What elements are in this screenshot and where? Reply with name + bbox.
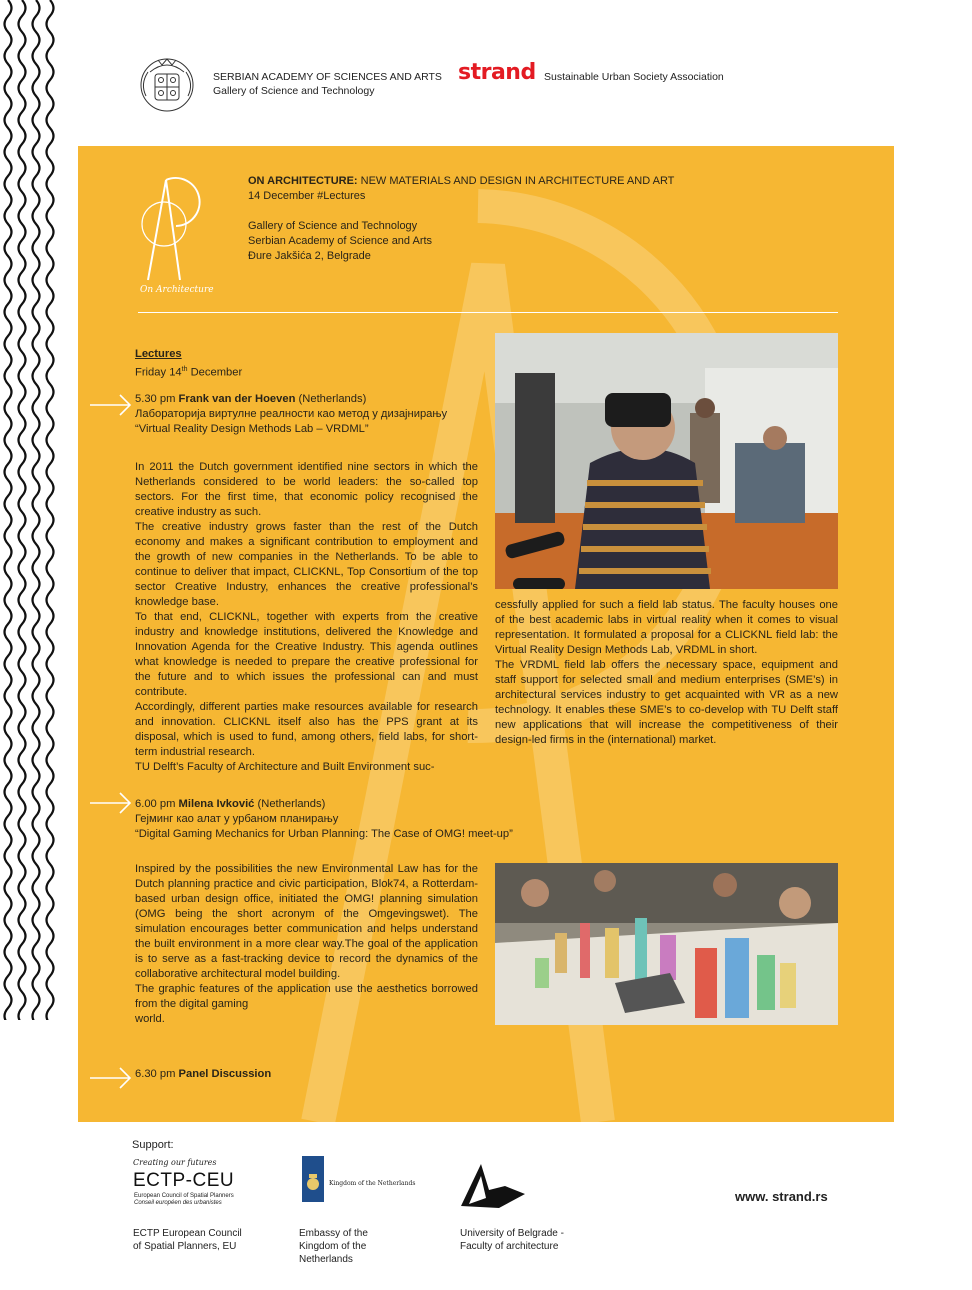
talk1-body-right: cessfully applied for such a field lab status. The faculty houses one of the best academic labs in virtual reality when it comes to visual representation. It formulated a proposal for a CLICKNL field lab: the Virtual Reality Design Methods Lab, VRDML in short. The VRDML field lab offers the necessary space, equipment and staff support for selected small and medium enterprises (SME’s) in architectural services industry to get acquainted with VR as a new technology. It enables these SME’s to co-develop with TU Delft staff new applications that will increase the competitiveness of their design-led firms in the (international) market. (495, 599, 838, 746)
lectures-heading-block (135, 347, 242, 381)
talk2-title-sr: Гејминг као алат у урбаном планирању (135, 813, 339, 825)
logo-caption: On Architecture (140, 285, 214, 295)
venue-line: Gallery of Science and Technology (248, 220, 418, 232)
event-title: ON ARCHITECTURE: NEW MATERIALS AND DESIGN IN ARCHITECTURE AND ART (248, 175, 675, 187)
strand-logo: strand (458, 60, 536, 85)
ub-caption: University of Belgrade - Faculty of architecture (460, 1228, 564, 1252)
netherlands-emblem-icon (302, 1156, 324, 1202)
talk2-header (135, 797, 835, 842)
event-date: 14 December #Lectures (248, 190, 366, 202)
academy-crest-icon (136, 52, 198, 114)
nl-caption: Embassy of the Kingdom of the Netherlands (299, 1228, 368, 1265)
nl-logo-text: Kingdom of the Netherlands (329, 1180, 416, 1187)
talk1-body-left: In 2011 the Dutch government identified nine sectors in which the Netherlands considered to be world leaders: the so-called top sectors. For the first time, that economic policy recognised the creative industry as such. The creative industry grows faster than the rest of the Dutch economy and makes a significant contribution to employment and the growth of new companies in the Netherlands. To be able to continue to deliver that impact, CLICKNL, Top Consortium of the top sector Creative Industry, enhances the creative professional’s knowledge base. To that end, CLICKNL, together with experts from the creative industry and knowledge institutions, delivered the Knowledge and Innovation Agenda for the Creative Industry. This agenda outlines what knowledge is needed to prepare the creative professional for the future and to which issues the professional can and must contribute. Accordingly, different parties make resources available for research and innovation. CLICKNL itself also has the PPS grant at its disposal, which is used to fund, among others, field labs, for short-term industrial research. TU Delft’s Faculty of Architecture and Built Environment suc- (135, 461, 478, 773)
website-link[interactable]: www. strand.rs (735, 1189, 828, 1204)
urban-game-photo-illustration (495, 863, 838, 1025)
talk3-line: 6.30 pm Panel Discussion (135, 1068, 272, 1080)
vr-lab-photo-illustration (495, 333, 838, 589)
divider (138, 312, 838, 313)
lectures-day: Friday 14th December (135, 366, 243, 379)
ectp-logo: ECTP-CEU (133, 1170, 235, 1191)
talk2-speaker-line: 6.00 pm Milena Ivković (Netherlands) (135, 798, 326, 810)
lectures-heading: Lectures (135, 348, 182, 360)
ectp-logo-sub: European Council of Spatial Planners Conseil européen des urbanistes (134, 1193, 234, 1206)
ectp-caption: ECTP European Council of Spatial Planners, EU (133, 1228, 242, 1252)
lion-crest-icon (302, 1156, 324, 1202)
venue-line: Đure Jakšića 2, Belgrade (248, 250, 371, 262)
talk1-title-en: “Virtual Reality Design Methods Lab – VRDML” (135, 423, 369, 435)
academy-name: SERBIAN ACADEMY OF SCIENCES AND ARTS Gallery of Science and Technology (213, 71, 442, 97)
arrow-right-icon (90, 1067, 136, 1089)
on-architecture-logo-icon (134, 172, 216, 282)
event-panel (78, 146, 894, 1122)
talk2-title-en: “Digital Gaming Mechanics for Urban Planning: The Case of OMG! meet-up” (135, 828, 513, 840)
event-title-block (248, 174, 674, 264)
ectp-tagline: Creating our futures (133, 1158, 217, 1167)
venue-line: Serbian Academy of Science and Arts (248, 235, 433, 247)
support-label: Support: (132, 1139, 174, 1151)
talk1-speaker-line: 5.30 pm Frank van der Hoeven (Netherlands) (135, 393, 367, 405)
wavy-lines-decoration (0, 0, 60, 1020)
vr-lab-photo (495, 333, 838, 589)
talk2-body: Inspired by the possibilities the new Environmental Law has for the Dutch planning practice and civic participation, Blok74, a Rotterdam-based urban design office, initiated the OMG! planning simulation (OMG being the short acronym of the Omgevingswet). The simulation encourages better communication and helps understand the built environment in a more clear way.The goal of the application is to serve as a fast-tracking device to record the dynamics of the collaborative architectural model building. The graphic features of the application use the aesthetics borrowed from the digital gaming world. (135, 863, 478, 1025)
arrow-right-icon (90, 394, 136, 416)
university-belgrade-logo-icon (459, 1160, 529, 1210)
arrow-right-icon (90, 792, 136, 814)
urban-game-photo (495, 863, 838, 1025)
talk1-header (135, 392, 495, 437)
strand-tagline: Sustainable Urban Society Association (544, 71, 724, 83)
talk1-title-sr: Лабораторија виртулне реалности као метод у дизајнирању (135, 408, 448, 420)
